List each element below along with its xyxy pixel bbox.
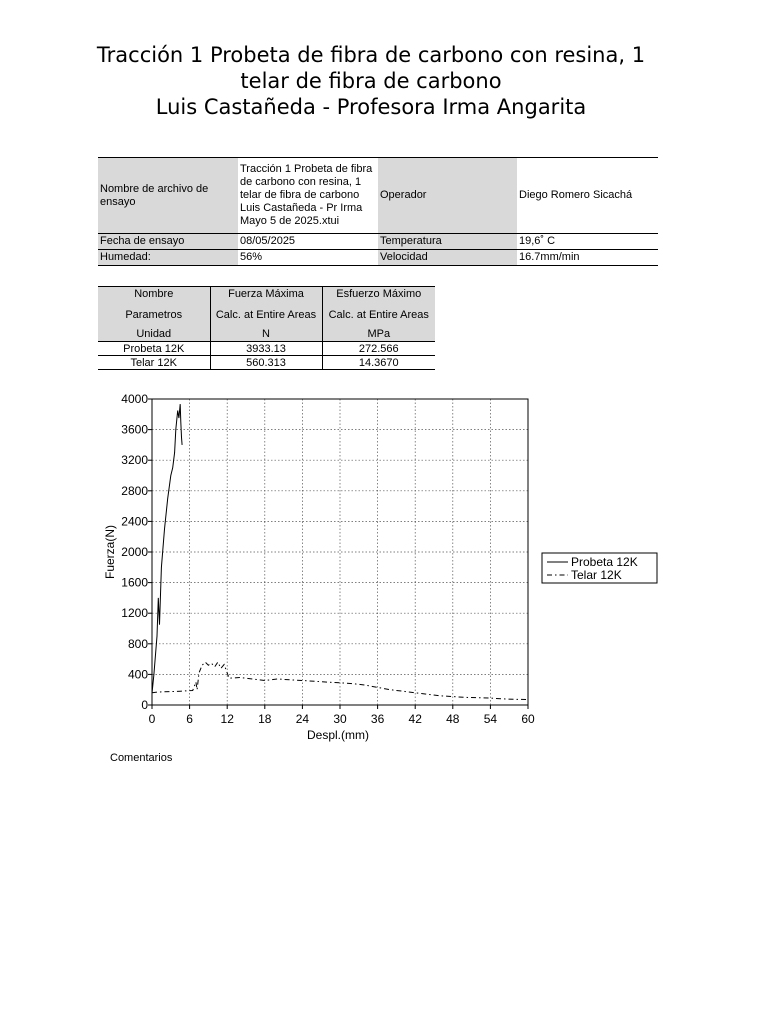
x-tick-label: 60 (521, 712, 535, 726)
y-axis-label: Fuerza(N) (103, 524, 117, 580)
name-column-header: Nombre (98, 287, 210, 302)
x-tick-label: 24 (295, 712, 310, 726)
comments-label: Comentarios (110, 752, 173, 764)
y-tick-label: 2400 (121, 514, 148, 529)
operator-value: Diego Romero Sicachá (517, 158, 658, 234)
table-row (98, 356, 435, 370)
temperature-label: Temperatura (378, 234, 517, 250)
legend-label: Telar 12K (571, 568, 622, 582)
y-tick-label: 400 (127, 667, 148, 682)
y-tick-label: 3600 (121, 422, 148, 437)
y-tick-label: 1600 (121, 575, 148, 590)
results-unit-row (98, 328, 435, 342)
title-line-2: telar de fibra de carbono (240, 69, 502, 93)
y-tick-label: 0 (141, 698, 148, 712)
y-tick-label: 2800 (121, 483, 148, 498)
params-label: Parametros (98, 302, 210, 328)
y-tick-label: 3200 (121, 453, 148, 468)
max-force: 3933.13 (210, 342, 322, 356)
force-displacement-chart (100, 388, 668, 748)
x-tick-label: 6 (186, 712, 193, 726)
humidity-value: 56% (238, 250, 378, 266)
temperature-value: 19,6˚ C (517, 234, 658, 250)
filename-label: Nombre de archivo de ensayo (98, 158, 238, 234)
stress-params: Calc. at Entire Areas (322, 302, 435, 328)
x-tick-label: 42 (408, 712, 422, 726)
x-tick-label: 18 (258, 712, 272, 726)
x-tick-label: 36 (370, 712, 385, 726)
specimen-name: Probeta 12K (98, 342, 210, 356)
table-row (98, 342, 435, 356)
date-value: 08/05/2025 (238, 234, 378, 250)
speed-label: Velocidad (378, 250, 517, 266)
x-axis-label: Despl.(mm) (307, 728, 369, 742)
operator-label: Operador (378, 158, 517, 234)
results-header-row (98, 287, 435, 302)
stress-column-header: Esfuerzo Máximo (322, 287, 435, 302)
x-tick-label: 30 (333, 712, 347, 726)
x-tick-label: 54 (483, 712, 498, 726)
results-params-row (98, 302, 435, 328)
title-line-1: Tracción 1 Probeta de fibra de carbono con resina, 1 (96, 43, 646, 67)
max-force: 560.313 (210, 356, 322, 370)
x-tick-label: 0 (148, 712, 156, 726)
info-row-filename (98, 158, 658, 234)
y-tick-label: 2000 (121, 545, 148, 559)
y-tick-label: 800 (127, 636, 148, 651)
y-tick-label: 4000 (121, 392, 148, 406)
x-tick-label: 12 (220, 712, 234, 726)
date-label: Fecha de ensayo (98, 234, 238, 250)
filename-value: Tracción 1 Probeta de fibra de carbono con resina, 1 telar de fibra de carbono Luis Castañeda - Pr Irma Mayo 5 de 2025.xtui (238, 158, 378, 234)
humidity-label: Humedad: (98, 250, 238, 266)
info-row-date (98, 234, 658, 250)
report-title (60, 42, 682, 120)
y-tick-label: 1200 (121, 606, 148, 621)
test-info-table (98, 157, 658, 266)
force-params: Calc. at Entire Areas (210, 302, 322, 328)
max-stress: 14.3670 (322, 356, 435, 370)
x-tick-label: 48 (446, 712, 460, 726)
legend-label: Probeta 12K (571, 555, 638, 569)
max-stress: 272.566 (322, 342, 435, 356)
stress-unit: MPa (322, 328, 435, 342)
info-row-humidity (98, 250, 658, 266)
force-unit: N (210, 328, 322, 342)
speed-value: 16.7mm/min (517, 250, 658, 266)
results-table (98, 286, 435, 370)
specimen-name: Telar 12K (98, 356, 210, 370)
title-line-3: Luis Castañeda - Profesora Irma Angarita (155, 95, 587, 119)
unit-label: Unidad (98, 328, 210, 342)
force-column-header: Fuerza Máxima (210, 287, 322, 302)
